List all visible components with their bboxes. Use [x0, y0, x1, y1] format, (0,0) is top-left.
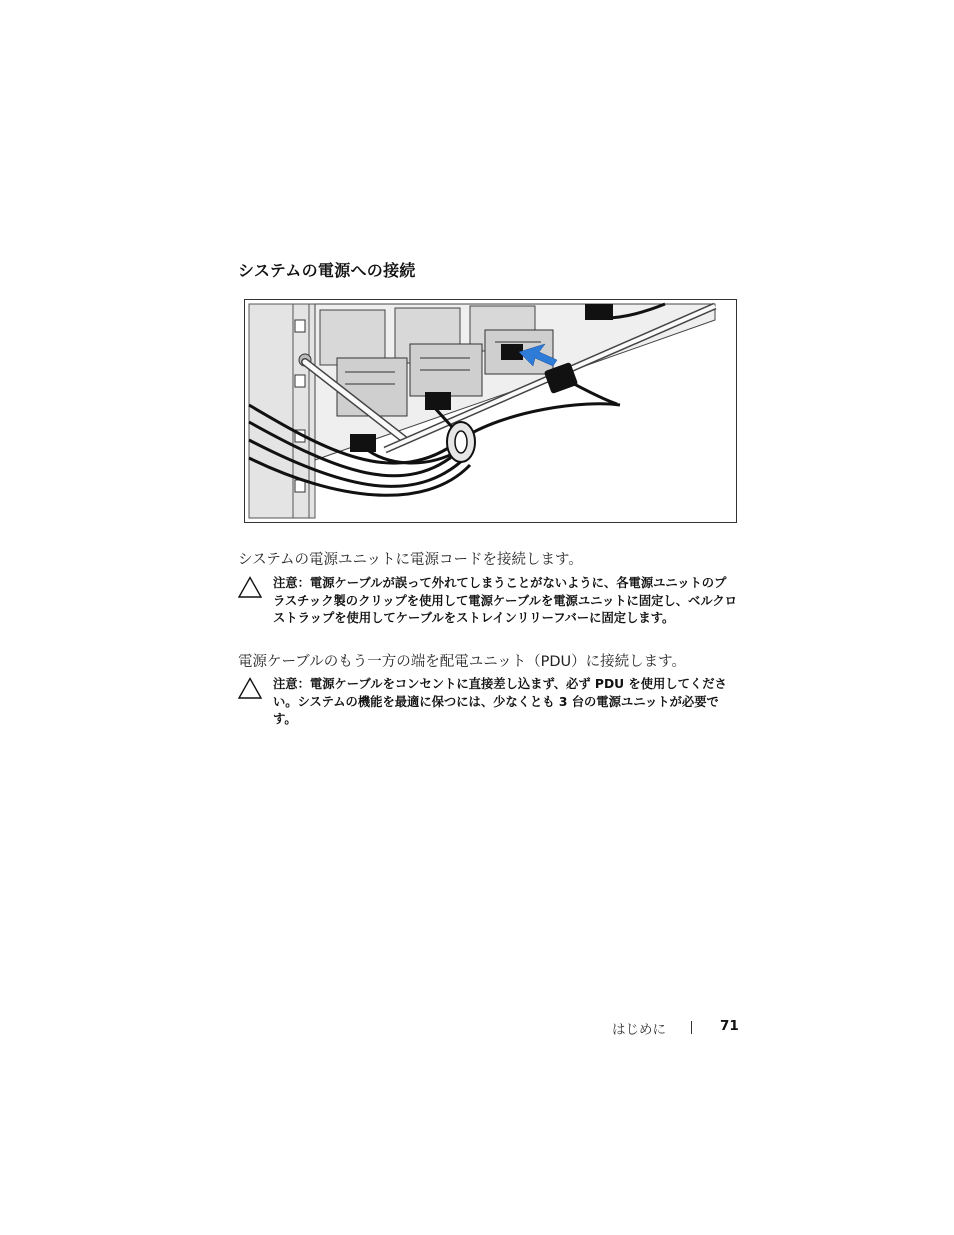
caution-triangle-icon — [238, 576, 262, 598]
caution-notice — [238, 676, 738, 729]
step-connect-psu: システムの電源ユニットに電源コードを接続します。 — [238, 552, 583, 568]
section-heading: システムの電源への接続 — [238, 261, 416, 280]
step-connect-pdu: 電源ケーブルのもう一方の端を配電ユニット（PDU）に接続します。 — [238, 654, 686, 670]
page-number: 71 — [720, 1018, 739, 1034]
caution-triangle-icon — [238, 677, 262, 699]
caution-label: 注意： — [273, 677, 310, 691]
caution-text — [273, 676, 738, 729]
power-connection-illustration — [244, 299, 737, 523]
caution-notice — [238, 575, 738, 628]
caution-body: 電源ケーブルが誤って外れてしまうことがないように、各電源ユニットのプラスチック製のクリップを使用して電源ケーブルを電源ユニットに固定し、ベルクロストラップを使用してケーブルをストレインリリーフバーに固定します。 — [273, 576, 737, 625]
caution-text — [273, 575, 738, 628]
caution-body: 電源ケーブルをコンセントに直接差し込まず、必ず PDU を使用してください。システムの機能を最適に保つには、少なくとも 3 台の電源ユニットが必要です。 — [273, 677, 727, 726]
footer-divider — [691, 1021, 692, 1034]
caution-label: 注意： — [273, 576, 310, 590]
page-footer — [0, 1018, 954, 1038]
footer-section-title: はじめに — [612, 1022, 666, 1038]
